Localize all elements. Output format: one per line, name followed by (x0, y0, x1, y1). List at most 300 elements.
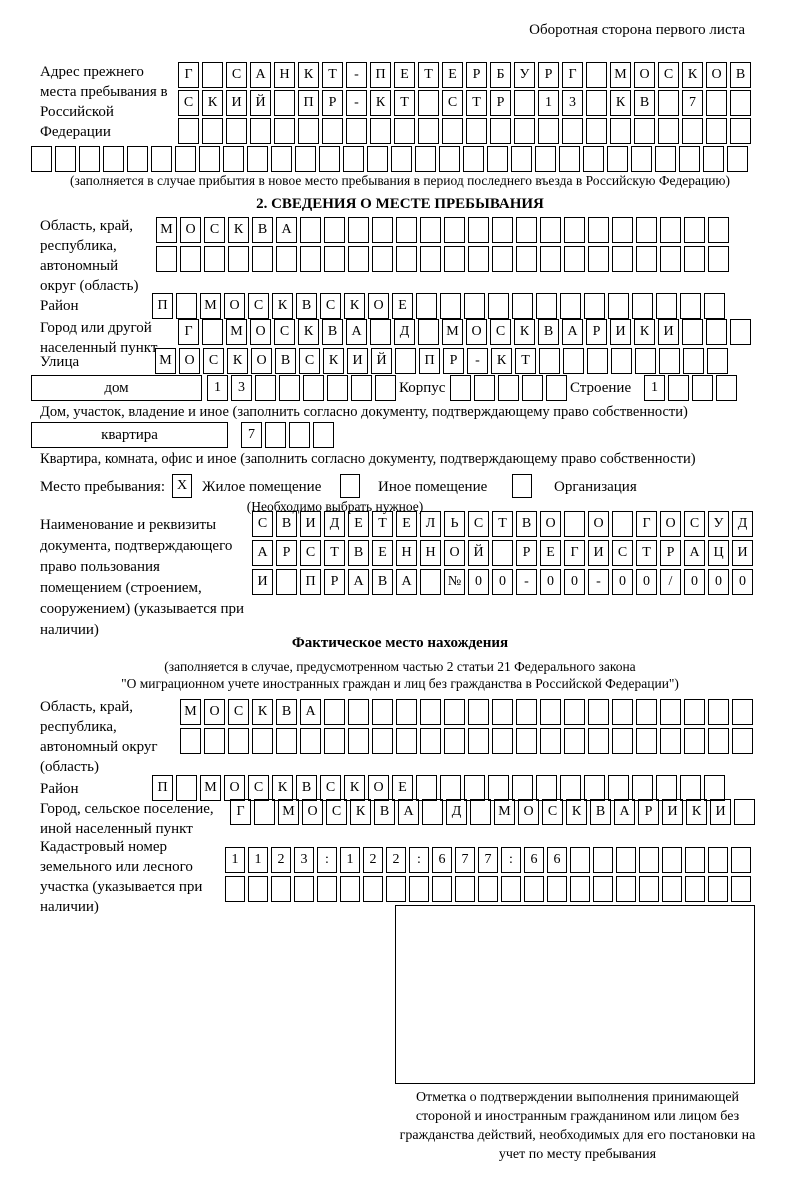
form-cell: Л (420, 511, 441, 537)
form-cell (248, 876, 268, 902)
form-cell (660, 699, 681, 725)
form-cell (636, 217, 657, 243)
form-cell (372, 217, 393, 243)
form-cell (708, 876, 728, 902)
form-cell (564, 246, 585, 272)
form-cell: - (467, 348, 488, 374)
form-cell: № (444, 569, 465, 595)
form-cell (588, 217, 609, 243)
form-cell (656, 293, 677, 319)
form-cell: 6 (432, 847, 452, 873)
form-cell (586, 90, 607, 116)
form-cell: Е (396, 511, 417, 537)
form-cell: Е (394, 62, 415, 88)
form-cell (204, 728, 225, 754)
form-cell (103, 146, 124, 172)
cadastre-label: Кадастровый номер земельного или лесного участка (указывается при наличии) (40, 839, 203, 915)
form-cell: 1 (644, 375, 665, 401)
form-cell: 0 (732, 569, 753, 595)
form-cell (418, 319, 439, 345)
form-cell: - (346, 90, 367, 116)
document-row-1 (252, 511, 756, 537)
form-cell: В (348, 540, 369, 566)
form-cell: О (540, 511, 561, 537)
form-cell: Д (732, 511, 753, 537)
form-cell: Г (230, 799, 251, 825)
form-cell: 2 (363, 847, 383, 873)
form-cell: М (610, 62, 631, 88)
form-cell (276, 246, 297, 272)
form-cell (274, 90, 295, 116)
form-cell: В (372, 569, 393, 595)
form-cell (540, 699, 561, 725)
form-cell (684, 728, 705, 754)
form-cell: О (251, 348, 272, 374)
form-cell (559, 146, 580, 172)
form-cell: Ц (708, 540, 729, 566)
form-cell (593, 847, 613, 873)
form-cell: 1 (248, 847, 268, 873)
form-cell: 0 (612, 569, 633, 595)
form-cell (679, 146, 700, 172)
form-cell: В (275, 348, 296, 374)
form-cell: В (590, 799, 611, 825)
form-cell: 1 (225, 847, 245, 873)
form-cell (298, 118, 319, 144)
form-cell (564, 217, 585, 243)
form-cell: 6 (524, 847, 544, 873)
form-cell: Т (322, 62, 343, 88)
form-cell (660, 217, 681, 243)
form-cell (522, 375, 543, 401)
factual-region-row-2 (180, 728, 756, 754)
form-cell (386, 876, 406, 902)
form-cell (420, 699, 441, 725)
form-cell (300, 217, 321, 243)
form-cell (570, 847, 590, 873)
form-cell (540, 728, 561, 754)
form-cell: 0 (492, 569, 513, 595)
form-cell (536, 293, 557, 319)
form-cell (363, 876, 383, 902)
form-cell (684, 246, 705, 272)
form-cell: 0 (684, 569, 705, 595)
form-cell: Т (492, 511, 513, 537)
form-cell (514, 118, 535, 144)
korpus-row (450, 375, 570, 401)
form-cell (327, 375, 348, 401)
form-cell (391, 146, 412, 172)
form-cell (685, 847, 705, 873)
form-cell (658, 90, 679, 116)
form-cell: С (542, 799, 563, 825)
form-cell (228, 728, 249, 754)
form-cell: К (202, 90, 223, 116)
form-cell (516, 217, 537, 243)
form-cell: Й (371, 348, 392, 374)
form-cell: И (610, 319, 631, 345)
form-cell: Й (250, 90, 271, 116)
form-cell (340, 876, 360, 902)
form-cell (223, 146, 244, 172)
form-cell: Е (392, 775, 413, 801)
form-cell (492, 217, 513, 243)
form-cell (587, 348, 608, 374)
cadastre-row-1 (225, 847, 754, 873)
form-cell: А (300, 699, 321, 725)
form-cell (535, 146, 556, 172)
form-cell: С (300, 540, 321, 566)
form-cell: С (612, 540, 633, 566)
form-cell (252, 728, 273, 754)
form-cell (444, 699, 465, 725)
form-cell (79, 146, 100, 172)
form-cell: С (252, 511, 273, 537)
form-cell (464, 293, 485, 319)
form-cell: И (588, 540, 609, 566)
form-cell: М (278, 799, 299, 825)
form-cell (324, 246, 345, 272)
prev-address-row-1 (178, 62, 754, 88)
section2-title: 2. СВЕДЕНИЯ О МЕСТЕ ПРЕБЫВАНИЯ (256, 196, 544, 212)
form-cell (271, 876, 291, 902)
form-cell (252, 246, 273, 272)
form-cell (732, 728, 753, 754)
form-cell (468, 217, 489, 243)
form-cell (468, 699, 489, 725)
form-cell (685, 876, 705, 902)
form-cell (396, 217, 417, 243)
form-cell (732, 699, 753, 725)
form-cell (265, 422, 286, 448)
form-cell (662, 847, 682, 873)
form-cell (660, 246, 681, 272)
form-cell: 2 (271, 847, 291, 873)
form-cell (395, 348, 416, 374)
form-cell (588, 728, 609, 754)
form-cell: Н (420, 540, 441, 566)
form-cell (704, 293, 725, 319)
form-cell: К (252, 699, 273, 725)
form-cell: Г (562, 62, 583, 88)
form-cell (731, 876, 751, 902)
form-cell (300, 728, 321, 754)
form-cell: К (686, 799, 707, 825)
form-cell: К (228, 217, 249, 243)
form-cell: О (368, 775, 389, 801)
apartment-row (241, 422, 337, 448)
form-cell: О (444, 540, 465, 566)
city-label: Город или другой населенный пункт (40, 320, 158, 356)
form-cell (444, 217, 465, 243)
form-cell (319, 146, 340, 172)
form-cell: К (370, 90, 391, 116)
form-cell: И (732, 540, 753, 566)
form-cell (276, 569, 297, 595)
form-cell (547, 876, 567, 902)
form-cell: К (272, 775, 293, 801)
form-cell (294, 876, 314, 902)
form-cell: Е (372, 540, 393, 566)
form-cell (706, 319, 727, 345)
form-cell (180, 246, 201, 272)
form-cell (586, 62, 607, 88)
prev-address-note: (заполняется в случае прибытия в новое место пребывания в период последнего въезда в Российскую Федерацию) (69, 173, 731, 188)
apartment-field-box: квартира (31, 422, 228, 448)
form-cell (370, 118, 391, 144)
form-cell: М (156, 217, 177, 243)
form-cell (271, 146, 292, 172)
prev-address-row-3 (178, 118, 754, 144)
form-cell (31, 146, 52, 172)
form-cell (418, 118, 439, 144)
form-cell (708, 246, 729, 272)
form-cell (616, 847, 636, 873)
form-cell (608, 775, 629, 801)
form-cell (396, 699, 417, 725)
form-cell: 2 (386, 847, 406, 873)
form-cell (409, 876, 429, 902)
form-cell (420, 728, 441, 754)
form-cell (492, 728, 513, 754)
form-cell (247, 146, 268, 172)
form-cell: : (409, 847, 429, 873)
form-cell (488, 293, 509, 319)
form-cell: К (272, 293, 293, 319)
stay-option-dwelling-label: Жилое помещение (202, 479, 322, 495)
form-cell (584, 775, 605, 801)
form-cell (300, 246, 321, 272)
form-cell: О (634, 62, 655, 88)
form-cell: А (614, 799, 635, 825)
form-cell: 3 (231, 375, 252, 401)
form-cell (659, 348, 680, 374)
form-cell: С (204, 217, 225, 243)
form-cell: 7 (682, 90, 703, 116)
form-cell (564, 728, 585, 754)
form-cell (612, 728, 633, 754)
stay-option-dwelling-checkbox: X (172, 474, 192, 498)
form-cell: Р (466, 62, 487, 88)
form-cell (612, 699, 633, 725)
form-cell (370, 319, 391, 345)
form-cell: Д (446, 799, 467, 825)
cadastre-row-2 (225, 876, 754, 902)
form-cell (418, 90, 439, 116)
form-cell (295, 146, 316, 172)
factual-district-label: Район (40, 781, 79, 797)
form-cell (730, 90, 751, 116)
form-cell: К (514, 319, 535, 345)
form-cell (583, 146, 604, 172)
form-cell (351, 375, 372, 401)
form-cell (616, 876, 636, 902)
form-cell: О (180, 217, 201, 243)
form-cell: И (252, 569, 273, 595)
form-cell (560, 775, 581, 801)
form-cell: А (252, 540, 273, 566)
form-cell (562, 118, 583, 144)
form-cell: О (706, 62, 727, 88)
form-cell (706, 118, 727, 144)
form-cell (313, 422, 334, 448)
form-cell (276, 728, 297, 754)
form-cell (608, 293, 629, 319)
form-cell (501, 876, 521, 902)
form-cell: П (152, 293, 173, 319)
form-cell (396, 728, 417, 754)
form-cell: - (516, 569, 537, 595)
form-cell (55, 146, 76, 172)
form-cell (607, 146, 628, 172)
form-cell: Г (636, 511, 657, 537)
form-cell: Т (418, 62, 439, 88)
form-cell (612, 511, 633, 537)
form-cell (250, 118, 271, 144)
district-row (152, 293, 728, 319)
form-cell: 7 (478, 847, 498, 873)
form-cell: 0 (708, 569, 729, 595)
region-label: Область, край, республика, автономный округ (область) (40, 218, 139, 294)
factual-district-row (152, 775, 728, 801)
form-cell (442, 118, 463, 144)
form-cell: 6 (547, 847, 567, 873)
form-cell: П (152, 775, 173, 801)
form-cell (303, 375, 324, 401)
form-cell (396, 246, 417, 272)
form-cell (610, 118, 631, 144)
form-cell (444, 728, 465, 754)
form-cell (324, 699, 345, 725)
form-cell (372, 246, 393, 272)
form-cell: И (658, 319, 679, 345)
form-cell (612, 246, 633, 272)
stroenie-row (644, 375, 740, 401)
form-cell (734, 799, 755, 825)
form-cell (488, 775, 509, 801)
form-cell (490, 118, 511, 144)
form-cell: О (204, 699, 225, 725)
form-cell (416, 293, 437, 319)
form-cell: И (300, 511, 321, 537)
form-cell: Д (324, 511, 345, 537)
form-cell: М (226, 319, 247, 345)
form-cell (202, 319, 223, 345)
form-cell: : (317, 847, 337, 873)
form-cell: - (346, 62, 367, 88)
factual-city-label: Город, сельское поселение, иной населенный пункт (40, 801, 214, 837)
form-cell (708, 217, 729, 243)
form-cell (372, 728, 393, 754)
form-cell: С (248, 293, 269, 319)
form-cell: У (708, 511, 729, 537)
form-cell: С (658, 62, 679, 88)
factual-note-1: (заполняется в случае, предусмотренном частью 2 статьи 21 Федерального закона (164, 659, 636, 674)
form-cell (564, 699, 585, 725)
stay-place-label: Место пребывания: (40, 479, 165, 495)
form-cell (492, 699, 513, 725)
form-cell: Т (324, 540, 345, 566)
document-row-2 (252, 540, 756, 566)
form-cell (415, 146, 436, 172)
form-cell: М (200, 293, 221, 319)
form-cell (727, 146, 748, 172)
apartment-note: Квартира, комната, офис и иное (заполнить согласно документу, подтверждающему право собственности) (40, 451, 696, 467)
form-cell (487, 146, 508, 172)
form-cell: М (494, 799, 515, 825)
form-cell (468, 728, 489, 754)
form-cell: 3 (294, 847, 314, 873)
form-cell (202, 62, 223, 88)
form-cell: 1 (538, 90, 559, 116)
form-cell (708, 728, 729, 754)
form-cell (202, 118, 223, 144)
form-cell (375, 375, 396, 401)
form-cell: Р (324, 569, 345, 595)
form-cell (289, 422, 310, 448)
form-cell: 1 (207, 375, 228, 401)
form-cell: О (588, 511, 609, 537)
form-cell: 7 (455, 847, 475, 873)
form-cell: С (203, 348, 224, 374)
form-cell (127, 146, 148, 172)
stroenie-label: Строение (570, 380, 632, 396)
house-field-box: дом (31, 375, 202, 401)
form-cell (560, 293, 581, 319)
prev-address-row-2 (178, 90, 754, 116)
form-cell (636, 246, 657, 272)
form-cell: В (296, 293, 317, 319)
form-cell (631, 146, 652, 172)
form-cell (444, 246, 465, 272)
form-cell: С (490, 319, 511, 345)
form-cell (175, 146, 196, 172)
form-cell (422, 799, 443, 825)
form-cell: И (710, 799, 731, 825)
form-cell (680, 293, 701, 319)
form-cell (704, 775, 725, 801)
region-row-1 (156, 217, 732, 243)
form-cell: С (178, 90, 199, 116)
form-cell (731, 847, 751, 873)
form-cell: К (491, 348, 512, 374)
form-cell (564, 511, 585, 537)
form-cell (176, 775, 197, 801)
form-cell: Й (468, 540, 489, 566)
form-cell: Р (276, 540, 297, 566)
stay-option-other-label: Иное помещение (378, 479, 488, 495)
form-cell: К (610, 90, 631, 116)
form-cell (470, 799, 491, 825)
form-cell: Н (396, 540, 417, 566)
form-cell (432, 876, 452, 902)
form-cell: 1 (340, 847, 360, 873)
form-cell (274, 118, 295, 144)
form-cell: К (350, 799, 371, 825)
form-cell: В (516, 511, 537, 537)
form-cell: 0 (636, 569, 657, 595)
form-cell (416, 775, 437, 801)
form-cell (660, 728, 681, 754)
form-cell: М (155, 348, 176, 374)
form-cell: С (228, 699, 249, 725)
form-cell: А (348, 569, 369, 595)
form-cell: Е (348, 511, 369, 537)
form-cell: К (323, 348, 344, 374)
factual-city-row (230, 799, 758, 825)
form-cell: А (250, 62, 271, 88)
form-cell (180, 728, 201, 754)
